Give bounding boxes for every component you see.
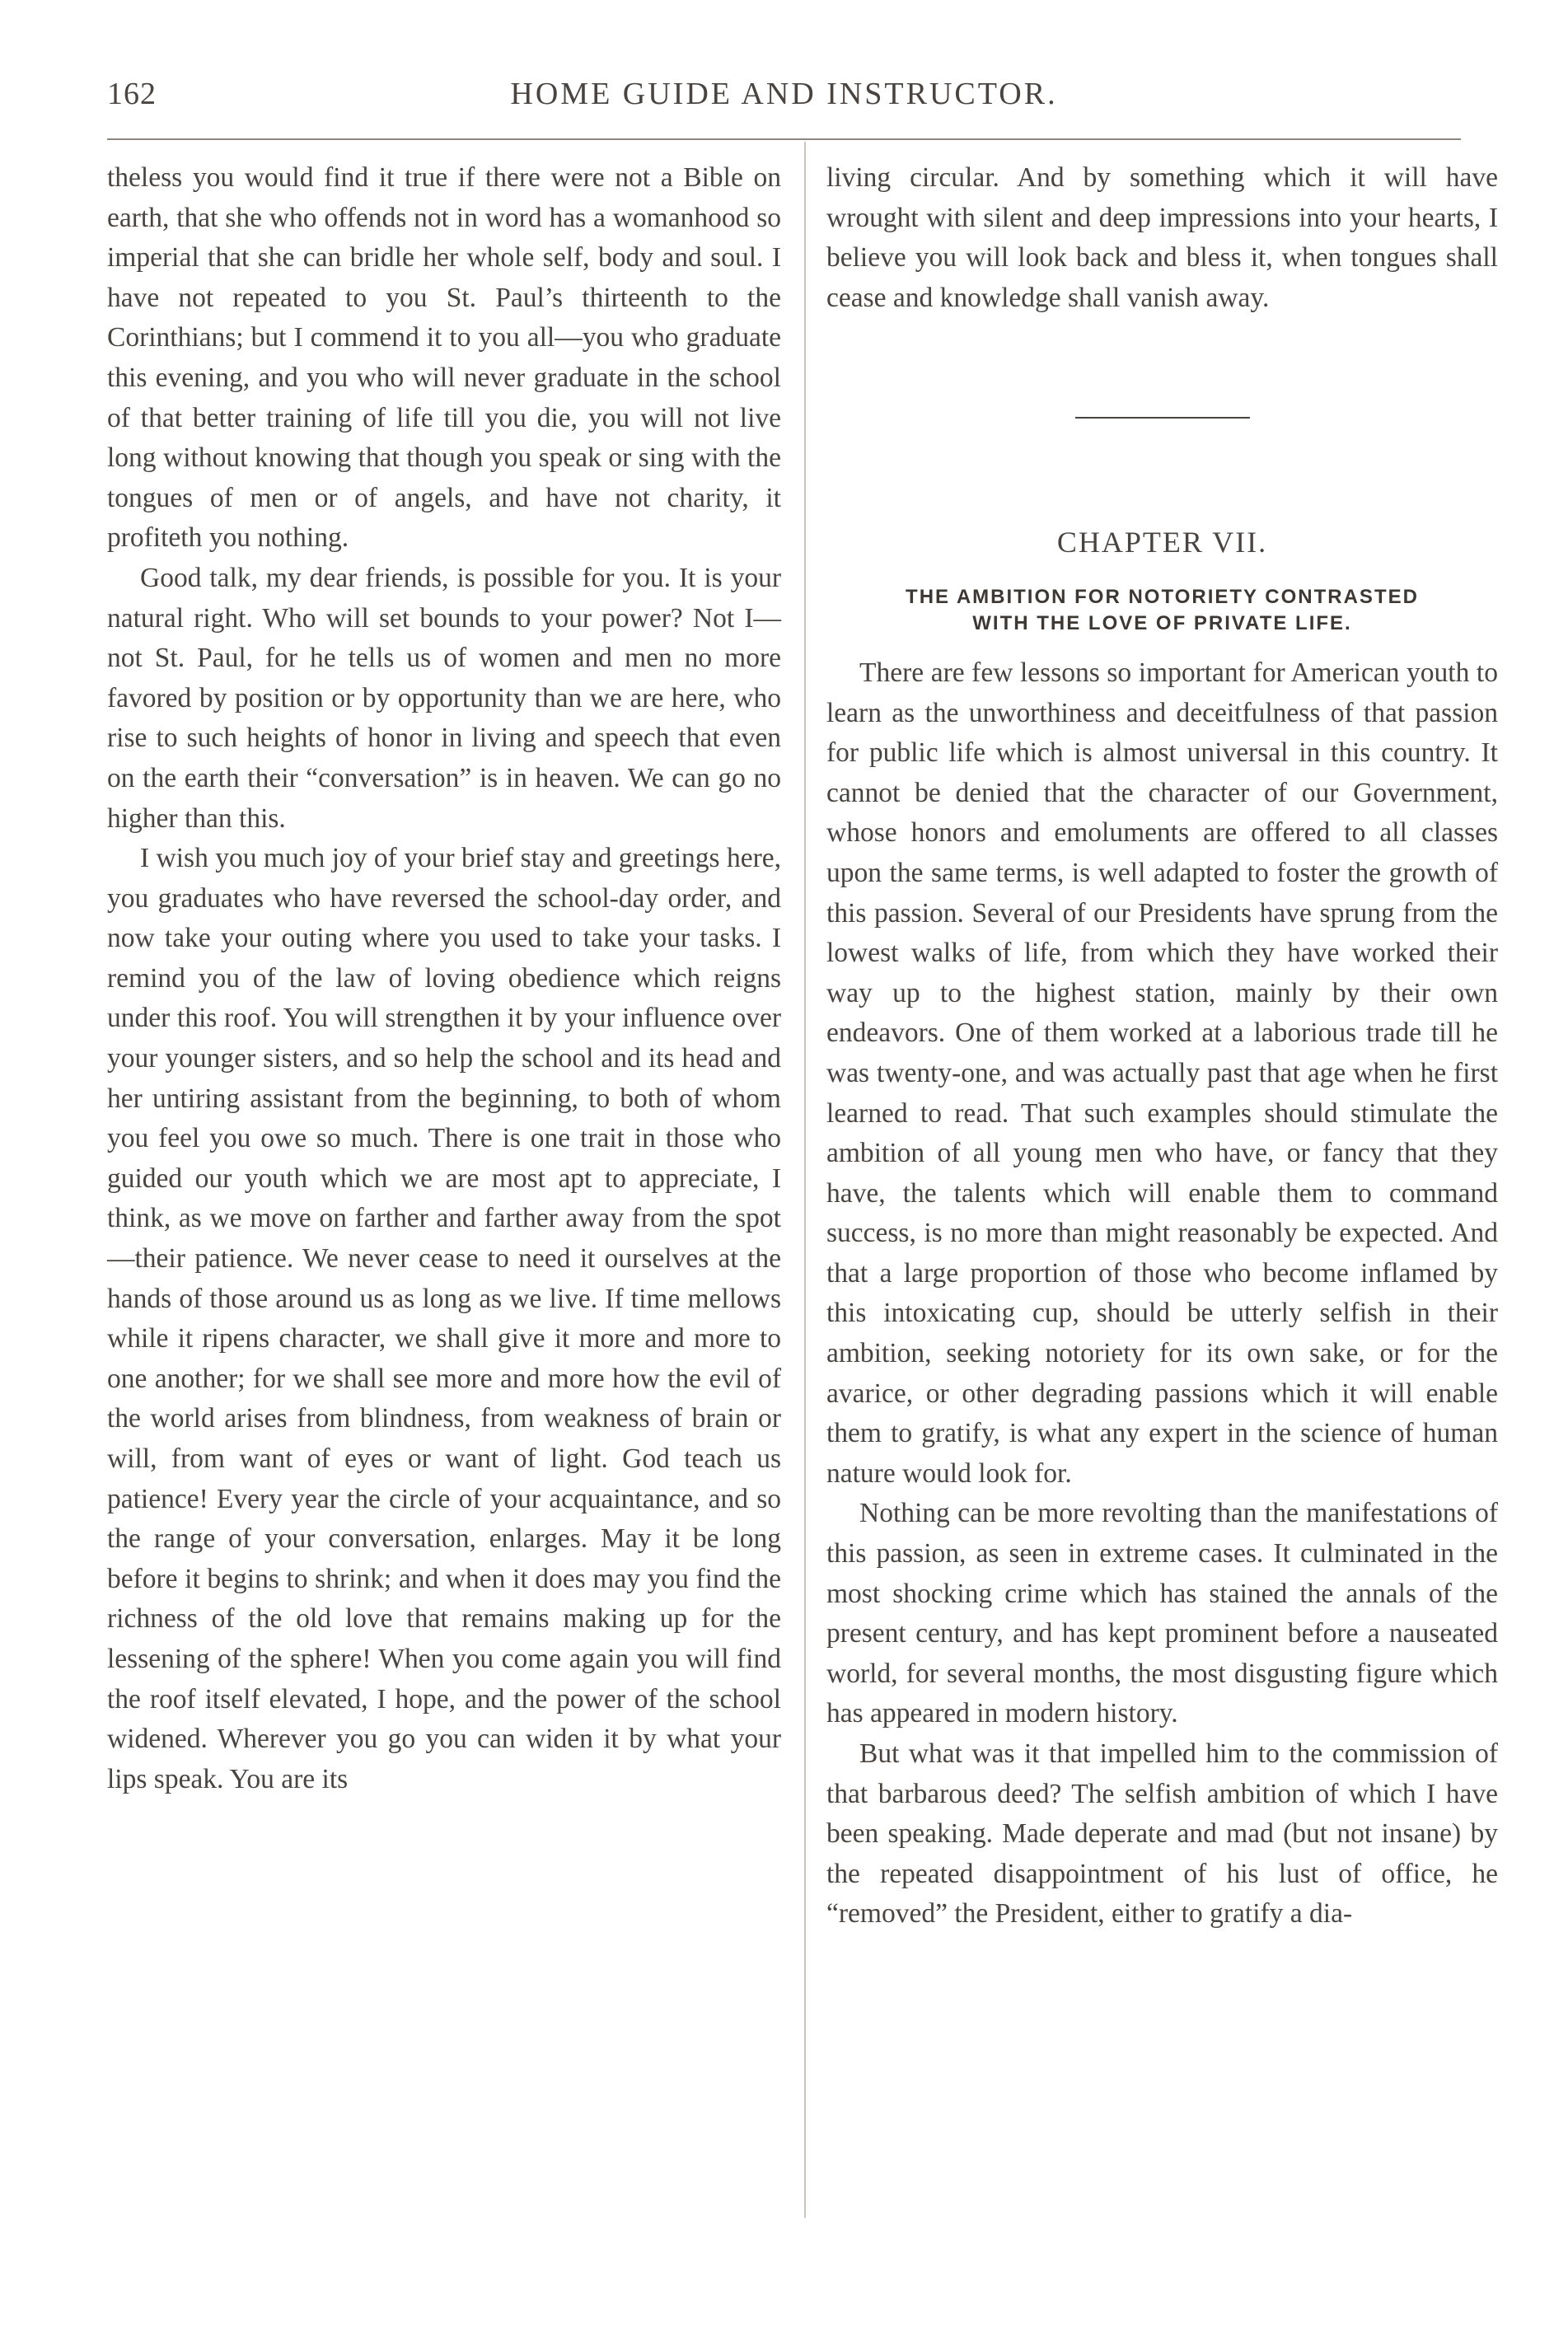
paragraph: Nothing can be more revolting than the manifestations of this passion, as seen in extreme cases. It culminated in the most shocking crime which has stained the annals of the present century, and has kept prominent before a nauseated world, for several months, the most disgusting figure which has appeared in modern history. — [826, 1498, 1498, 1729]
paragraph: living circular. And by something which it will have wrought with silent and deep impressions into your hearts, I believe you will look back and bless it, when tongues shall cease and knowledge shall vanish away. — [826, 162, 1498, 313]
chapter-body — [826, 653, 1498, 1934]
paragraph: But what was it that impelled him to the commission of that barbarous deed? The selfish ambition of which I have been speaking. Made deperate and mad (but not insane) by the repeated disappointment of his lust of office, he “removed” the President, either to gratify a dia- — [826, 1738, 1498, 1930]
paragraph: Good talk, my dear friends, is possible for you. It is your natural right. Who will set bounds to your power? Not I—not St. Paul, for he tells us of women and men no more favored by position or by opportunity than we are here, who rise to such heights of honor in living and speech that even on the earth their “conversation” is in heaven. We can go no higher than this. — [107, 562, 781, 834]
column-divider — [804, 142, 806, 2218]
page-header — [107, 76, 1461, 125]
page-number: 162 — [107, 77, 157, 111]
paragraph: There are few lessons so important for American youth to learn as the unworthiness and deceitfulness of that passion for public life which is almost universal in this country. It cannot be denied that the character of our Government, whose honors and emoluments are offered to all classes upon the same terms, is well adapted to foster the growth of this passion. Several of our Presidents have sprung from the lowest walks of life, from which they have worked their way up to the highest station, mainly by their own endeavors. One of them worked at a laborious trade till he was twenty-one, and was actually past that age when he first learned to read. That such examples should stimulate the ambition of all young men who have, or fancy that they have, the talents which will enable them to command success, is no more than might reasonably be expected. And that a large proportion of those who become inflamed by this intoxicating cup, should be utterly selfish in their ambition, seeking notoriety for its own sake, or for the avarice, or other degrading passions which it will enable them to gratify, is what any expert in the science of human nature would look for. — [826, 657, 1498, 1489]
chapter-title: CHAPTER VII. — [1056, 526, 1268, 559]
running-title: HOME GUIDE AND INSTRUCTOR. — [510, 77, 1058, 111]
chapter-subtitle — [826, 584, 1498, 637]
left-column — [107, 158, 781, 1799]
chapter-subtitle-line: WITH THE LOVE OF PRIVATE LIFE. — [972, 611, 1352, 634]
paragraph: I wish you much joy of your brief stay and greetings here, you graduates who have reversed the school-day order, and now take your outing where you used to take your tasks. I remind you of the law of loving obedience which reigns under this roof. You will strengthen it by your influence over your younger sisters, and so help the school and its head and her untiring assistant from the beginning, to both of whom you feel you owe so much. There is one trait in those who guided our youth which we are most apt to appreciate, I think, as we move on farther and farther away from the spot —their patience. We never cease to need it ourselves at the hands of those around us as long as we live. If time mellows while it ripens character, we shall give it more and more to one another; for we shall see more and more how the evil of the world arises from blindness, from weakness of brain or will, from want of eyes or want of light. God teach us patience! Every year the circle of your acquaintance, and so the range of your conversation, enlarges. May it be long before it begins to shrink; and when it does may you find the richness of the old love that remains making up for the lessening of the sphere! When you come again you will find the roof itself elevated, I hope, and the power of the school widened. Wherever you go you can widen it by what your lips speak. You are its — [107, 843, 781, 1794]
paragraph: theless you would find it true if there were not a Bible on earth, that she who offends not in word has a womanhood so imperial that she can bridle her whole self, body and soul. I have not repeated to you St. Paul’s thirteenth to the Corinthians; but I commend it to you all—you who graduate this evening, and you who will never graduate in the school of that better training of life till you die, you will not live long without knowing that though you speak or sing with the tongues of men or of angels, and have not charity, it profiteth you nothing. — [107, 162, 781, 554]
header-rule — [107, 138, 1461, 140]
section-divider — [1075, 417, 1250, 419]
chapter-subtitle-line: THE AMBITION FOR NOTORIETY CONTRASTED — [906, 585, 1419, 608]
right-column — [826, 158, 1498, 1934]
